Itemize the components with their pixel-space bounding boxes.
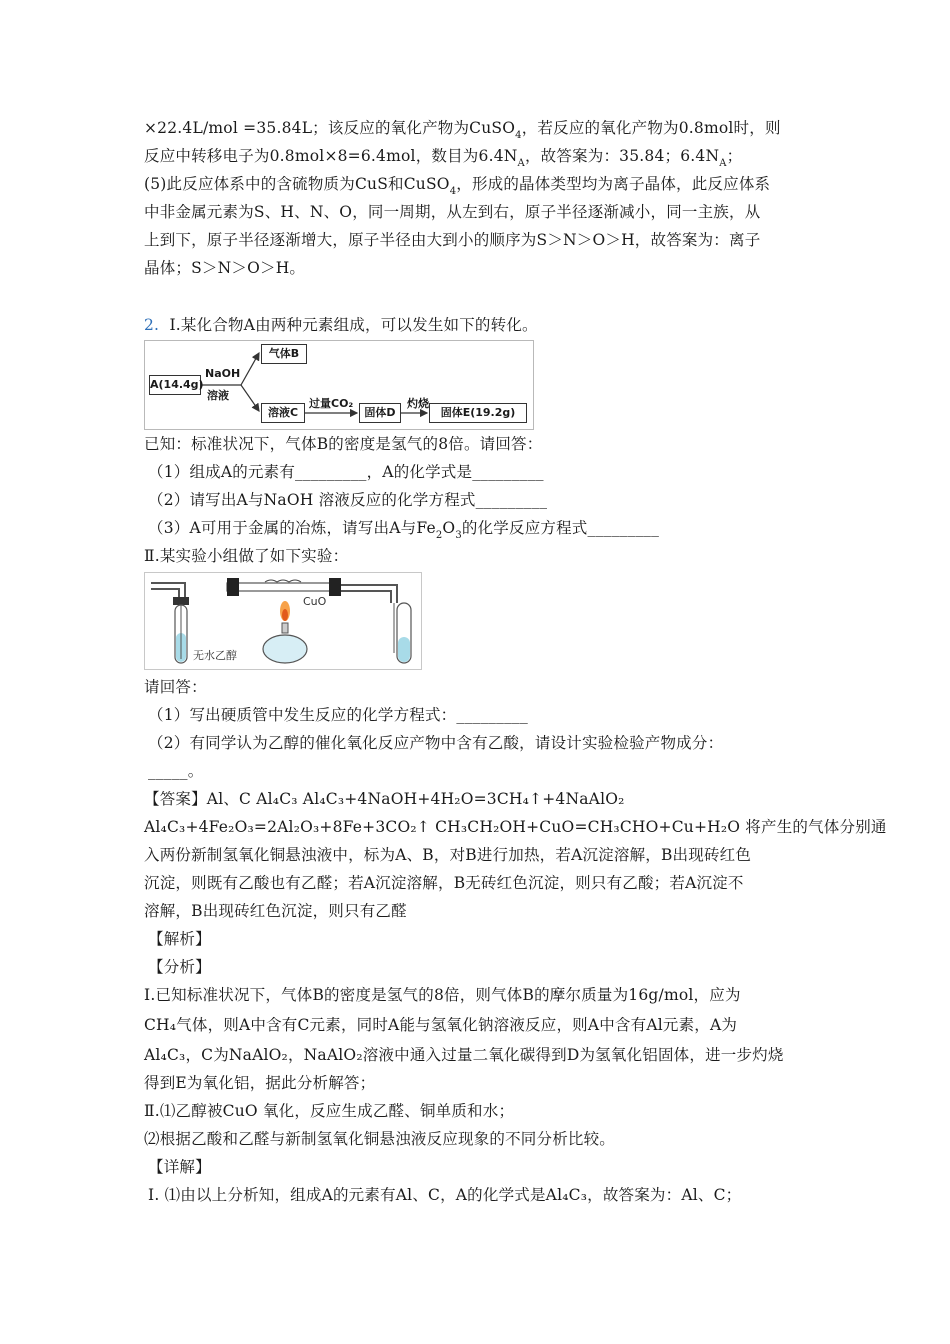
section-jiexi: 【解析】 <box>148 930 211 948</box>
solution-c-box: 溶液C <box>261 403 305 423</box>
text-line: 反应中转移电子为0.8mol×8=6.4mol，数目为$6.4N_A$，故答案为：35.84；$6.4N_A$； <box>144 147 743 169</box>
conversion-flow-diagram <box>144 340 534 430</box>
text-line: 上到下，原子半径逐渐增大，原子半径由大到小的顺序为S＞N＞O＞H，故答案为：离子 <box>144 231 761 249</box>
text-line: 中非金属元素为S、H、N、O，同一周期，从左到右，原子半径逐渐减小，同一主族，从 <box>144 203 761 221</box>
solid-d-box: 固体D <box>359 403 401 423</box>
gas-b-box: 气体B <box>261 344 307 364</box>
burn-label: 灼烧 <box>407 397 429 410</box>
answer-line: 入两份新制氢氧化铜悬浊液中，标为A、B，对B进行加热，若A沉淀溶解，B出现砖红色 <box>144 846 752 864</box>
section-xiangjie: 【详解】 <box>148 1158 211 1176</box>
experiment-apparatus-figure <box>144 572 422 670</box>
text-line: 晶体；S＞N＞O＞H。 <box>144 259 306 277</box>
compound-a-box: A(14.4g) <box>149 375 201 395</box>
text-line: （1）组成A的元素有_________，A的化学式是_________ <box>148 463 544 481</box>
text-line: （3）A可用于金属的冶炼，请写出A与$Fe_2O_3$的化学反应方程式_________ <box>148 519 660 541</box>
analysis-line: ⑵根据乙酸和乙醛与新制氢氧化铜悬浊液反应现象的不同分析比较。 <box>144 1130 616 1148</box>
reagent-solution-label: 溶液 <box>207 389 229 402</box>
solid-e-box: 固体E(19.2g) <box>429 403 527 423</box>
answer-line: Al₄C₃+4Fe₂O₃=2Al₂O₃+8Fe+3CO₂↑ CH₃CH₂OH+CuO=CH₃CHO+Cu+H₂O 将产生的气体分别通 <box>144 818 887 836</box>
answer-line: 溶解，B出现砖红色沉淀，则只有乙醛 <box>144 902 407 920</box>
apparatus-drawing <box>145 573 421 669</box>
analysis-line: 得到E为氧化铝，据此分析解答； <box>144 1074 376 1092</box>
text-line: _____。 <box>148 762 204 780</box>
analysis-line: CH₄气体，则A中含有C元素，同时A能与氢氧化钠溶液反应，则A中含有Al元素，A为 <box>144 1016 738 1034</box>
detail-line: Ⅰ. ⑴由以上分析知，组成A的元素有Al、C，A的化学式是Al₄C₃，故答案为：Al、C； <box>148 1186 742 1204</box>
ethanol-label: 无水乙醇 <box>193 649 237 662</box>
text-line: 请回答： <box>144 678 207 696</box>
text-line: （2）有同学认为乙醇的催化氧化反应产物中含有乙酸，请设计实验检验产物成分： <box>148 734 724 752</box>
text-line: ×22.4L/mol =35.84L；该反应的氧化产物为CuSO$_4$，若反应的氧化产物为0.8mol时，则 <box>144 119 781 141</box>
analysis-line: Al₄C₃，C为NaAlO₂，NaAlO₂溶液中通入过量二氧化碳得到D为氢氧化铝固体，进一步灼烧 <box>144 1046 784 1064</box>
text-line: 已知：标准状况下，气体B的密度是氢气的8倍。请回答： <box>144 435 543 453</box>
question-2-heading: 2. Ⅰ.某化合物A由两种元素组成，可以发生如下的转化。 <box>144 316 538 334</box>
cuo-label: CuO <box>303 595 327 608</box>
text-line: (5)此反应体系中的含硫物质为CuS和CuSO$_4$，形成的晶体类型均为离子晶体，此反应体系 <box>144 175 771 197</box>
analysis-line: Ⅱ.⑴乙醇被CuO 氧化，反应生成乙醛、铜单质和水； <box>144 1102 515 1120</box>
text-line: Ⅱ.某实验小组做了如下实验： <box>144 547 349 565</box>
co2-label: 过量CO₂ <box>309 397 354 410</box>
text-line: （1）写出硬质管中发生反应的化学方程式：_________ <box>148 706 528 724</box>
answer-line: 【答案】Al、C Al₄C₃ Al₄C₃+4NaOH+4H₂O=3CH₄↑+4NaAlO₂ <box>144 790 625 808</box>
section-fenxi: 【分析】 <box>148 958 211 976</box>
text-line: （2）请写出A与NaOH 溶液反应的化学方程式_________ <box>148 491 548 509</box>
answer-line: 沉淀，则既有乙酸也有乙醛；若A沉淀溶解，B无砖红色沉淀，则只有乙酸；若A沉淀不 <box>144 874 744 892</box>
analysis-line: Ⅰ.已知标准状况下，气体B的密度是氢气的8倍，则气体B的摩尔质量为16g/mol，应为 <box>144 986 741 1004</box>
reagent-naoh-label: NaOH <box>205 367 241 380</box>
